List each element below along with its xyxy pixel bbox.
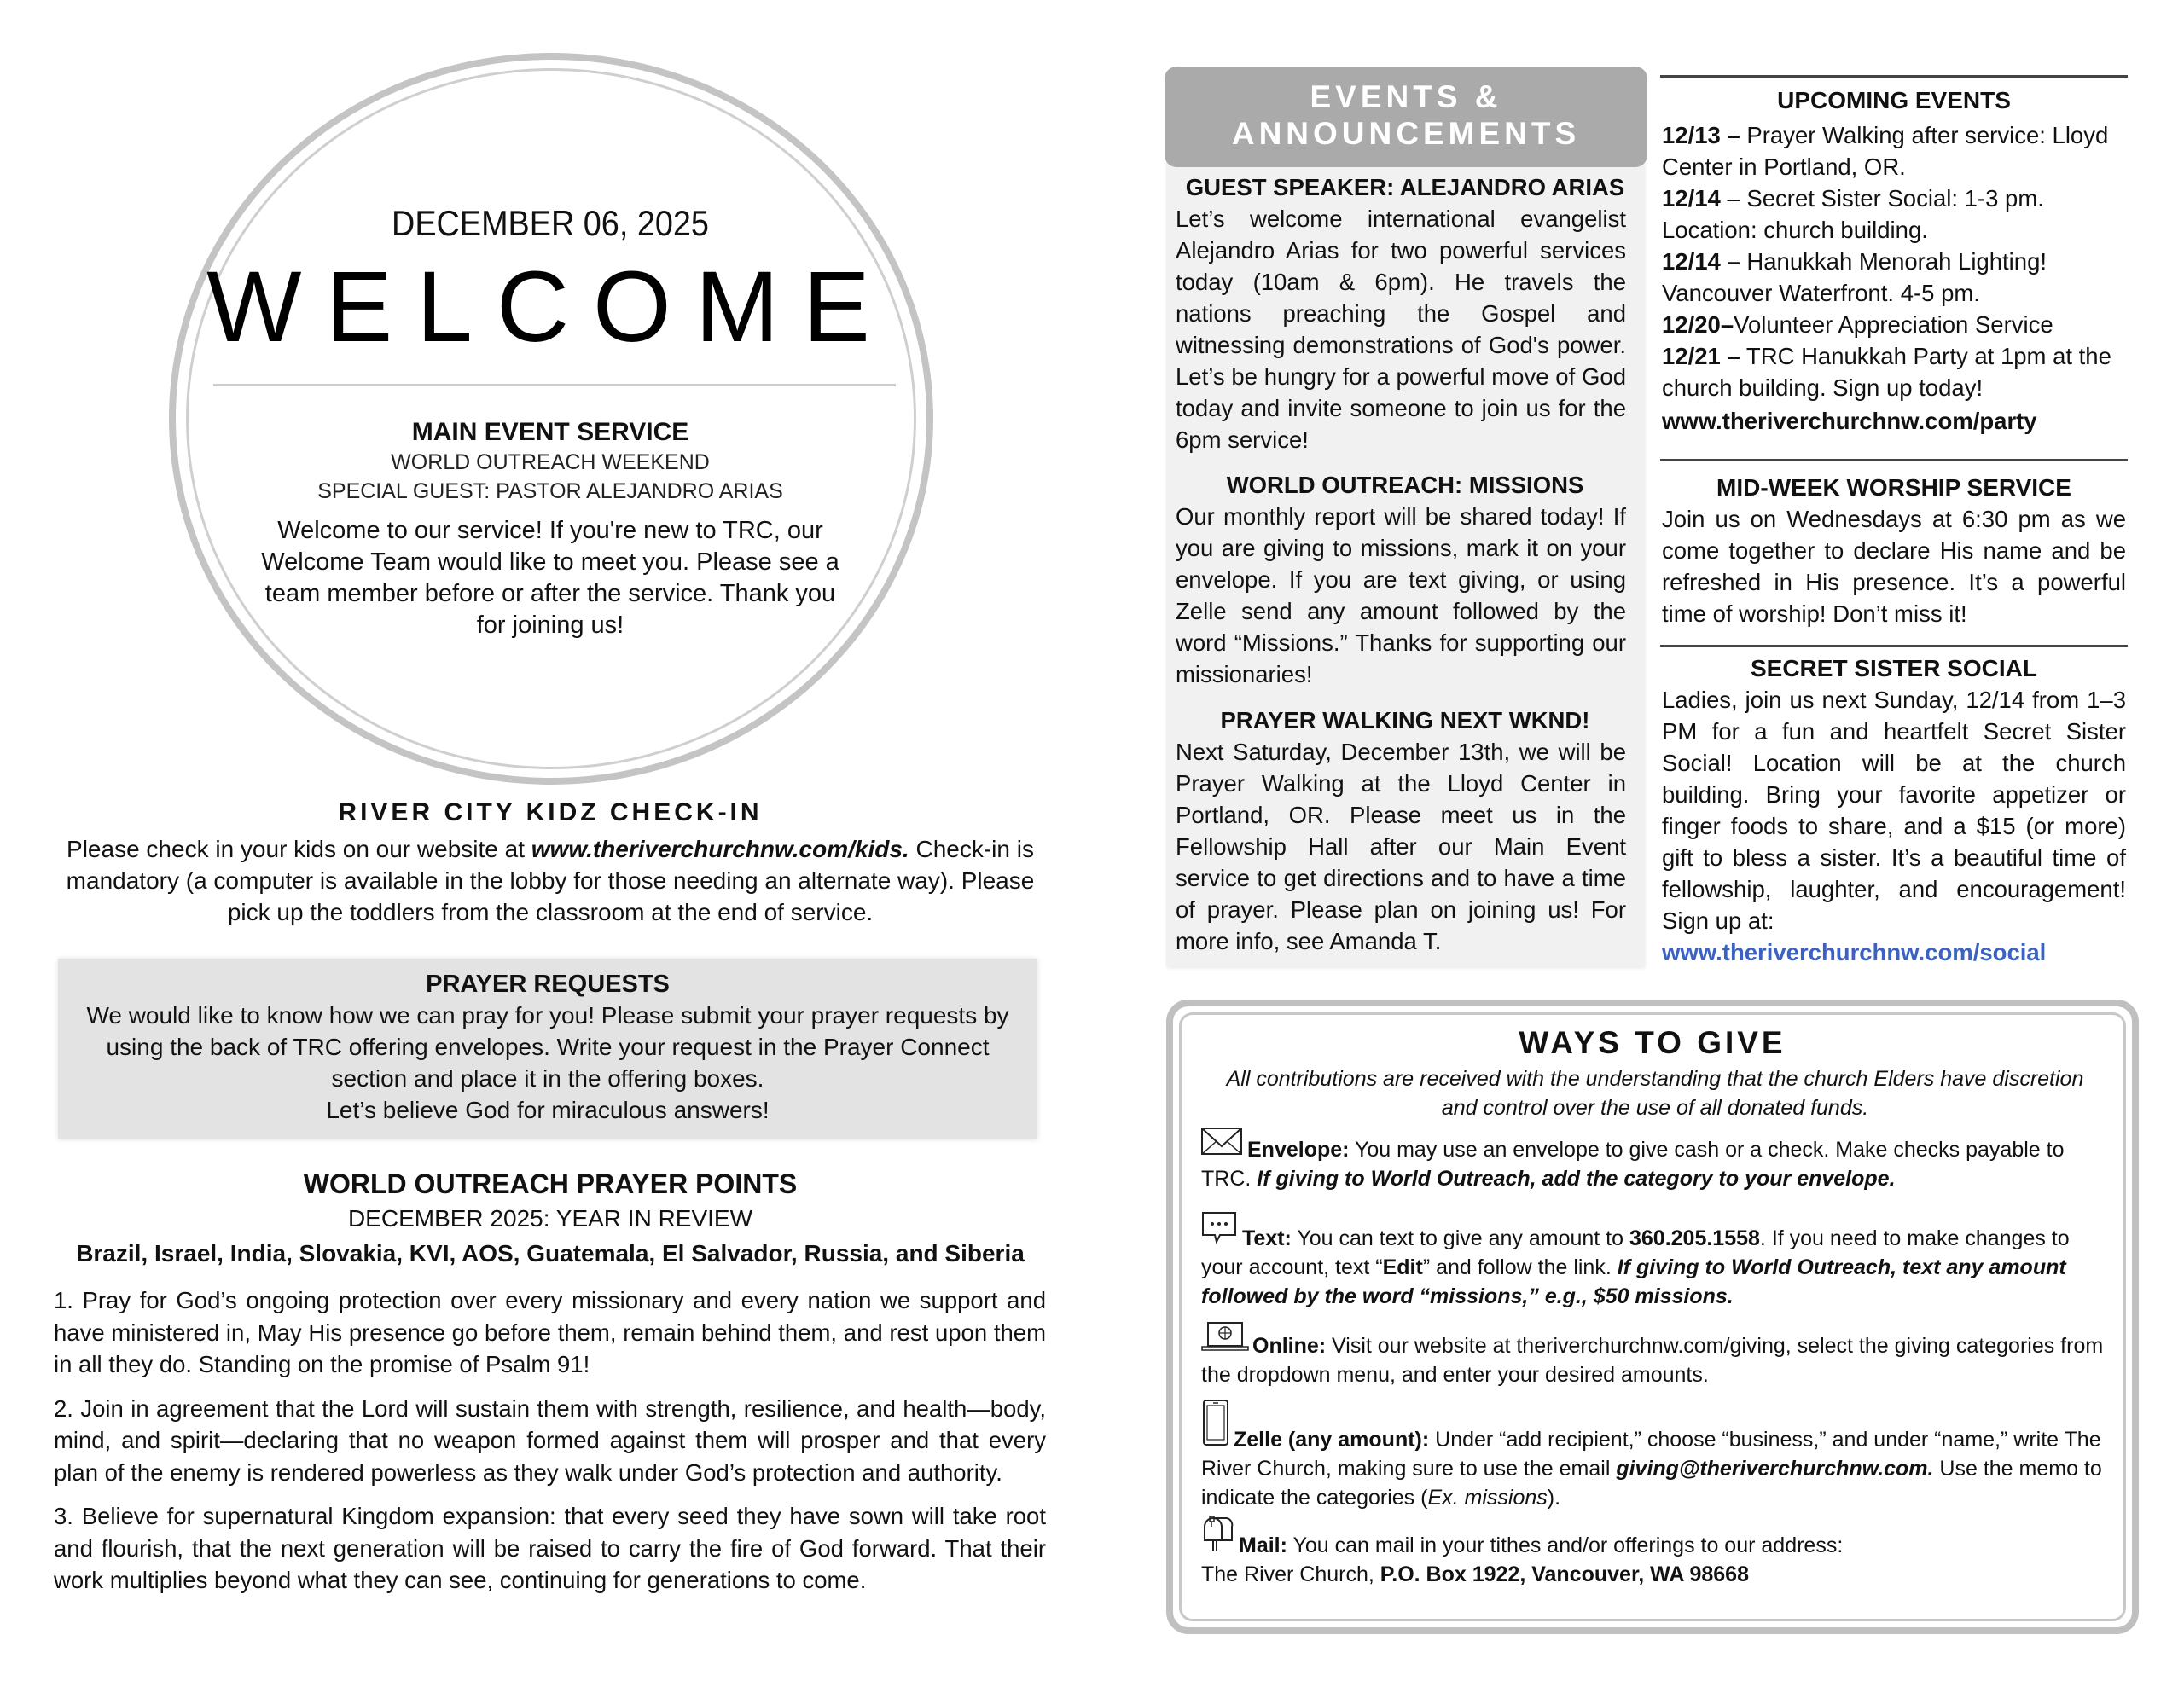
upcoming-event-text: Hanukkah Menorah Lighting! Vancouver Waterfront. 4-5 pm. <box>1662 248 2048 306</box>
kidz-checkin-text-after: Check-in is mandatory (a computer is available in the lobby for those needing an alternate way). Please pick up the toddlers from the classroom at the end of service. <box>66 836 1035 925</box>
event-title-guest-speaker: GUEST SPEAKER: ALEJANDRO ARIAS <box>1185 174 1625 200</box>
text-give-text: ” and follow the link. <box>1422 1255 1618 1279</box>
envelope-icon <box>1201 1128 1244 1164</box>
secret-sister-title: SECRET SISTER SOCIAL <box>1750 655 2038 681</box>
world-outreach-subtitle: DECEMBER 2025: YEAR IN REVIEW <box>347 1205 753 1232</box>
bulletin-date: DECEMBER 06, 2025 <box>392 203 709 243</box>
event-body-guest-speaker: Let’s welcome international evangelist Alejandro Arias for two powerful services today (10am & 6pm). He travels the nations preaching the Gospel and witnessing demonstrations of God's power. Let’s be hungry for a powerful move of God today and invite someone to join us for the 6pm service! <box>1176 206 1626 453</box>
zelle-text: Under “add recipient,” choose “business,” and under “name,” write The River Church, making sure to use the email <box>1201 1428 2101 1481</box>
prayer-requests-title: PRAYER REQUESTS <box>426 971 670 998</box>
mail-label: Mail: <box>1239 1533 1287 1557</box>
give-method-envelope <box>1201 1128 2109 1193</box>
laptop-globe-icon <box>1201 1322 1249 1360</box>
prayer-requests-body <box>75 1000 1020 1126</box>
prayer-point: 3. Believe for supernatural Kingdom expansion: that every seed they have sown will take root and flourish, that the next generation will be raised to carry the fire of God forward. That their work multiplies beyond what they can see, continuing for generations to come. <box>54 1503 1046 1593</box>
upcoming-event-item <box>1662 246 2126 309</box>
text-label: Text: <box>1242 1226 1292 1250</box>
upcoming-event-text: Prayer Walking after service: Lloyd Center in Portland, OR. <box>1662 122 2109 180</box>
upcoming-event-item <box>1662 340 2126 403</box>
upcoming-event-date: 12/14 – <box>1662 248 1740 275</box>
zelle-email[interactable]: giving@theriverchurchnw.com. <box>1616 1457 1934 1481</box>
text-give-text: . If you need to make changes to your account, text “ <box>1201 1226 2070 1279</box>
envelope-label: Envelope: <box>1247 1138 1350 1162</box>
upcoming-top-rule <box>1660 75 2128 78</box>
kidz-checkin-text-before: Please check in your kids on our website at <box>67 836 531 862</box>
zelle-text: Use the memo to indicate the categories ( <box>1201 1457 2102 1510</box>
upcoming-events-title: UPCOMING EVENTS <box>1777 87 2011 113</box>
give-method-text <box>1201 1211 2109 1311</box>
text-give-emphasis: If giving to World Outreach, text any amount followed by the word “missions,” e.g., $50 missions. <box>1201 1255 2066 1308</box>
midweek-top-rule <box>1660 459 2128 461</box>
upcoming-event-date: 12/20– <box>1662 311 1734 338</box>
mail-address-prefix: The River Church, <box>1201 1562 1380 1586</box>
upcoming-event-date: 12/14 <box>1662 185 1721 212</box>
mail-address: P.O. Box 1922, Vancouver, WA 98668 <box>1380 1562 1749 1586</box>
kidz-checkin-body <box>51 833 1049 928</box>
online-text: Visit our website at theriverchurchnw.com/giving, select the giving categories from the dropdown menu, and enter your desired amounts. <box>1201 1334 2104 1387</box>
party-signup-link[interactable]: www.theriverchurchnw.com/party <box>1662 408 2037 434</box>
upcoming-events-list <box>1662 119 2126 437</box>
world-outreach-title: WORLD OUTREACH PRAYER POINTS <box>303 1168 798 1199</box>
mailbox-icon <box>1201 1515 1235 1560</box>
zelle-label: Zelle (any amount): <box>1234 1428 1430 1452</box>
upcoming-event-text: – Secret Sister Social: 1-3 pm. Location: church building. <box>1662 185 2044 243</box>
give-method-mail <box>1201 1515 2109 1589</box>
prayer-requests-closing: Let’s believe God for miraculous answers! <box>326 1097 770 1123</box>
upcoming-event-text: TRC Hanukkah Party at 1pm at the church building. Sign up today! <box>1662 343 2111 401</box>
give-method-online <box>1201 1322 2109 1389</box>
welcome-divider <box>213 384 896 386</box>
online-label: Online: <box>1252 1334 1327 1358</box>
give-method-zelle <box>1201 1399 2109 1512</box>
upcoming-event-item <box>1662 309 2126 340</box>
chat-bubble-icon <box>1201 1211 1239 1253</box>
main-event-subtitle-guest: SPECIAL GUEST: PASTOR ALEJANDRO ARIAS <box>317 479 783 503</box>
upcoming-event-date: 12/13 – <box>1662 122 1740 148</box>
envelope-emphasis: If giving to World Outreach, add the category to your envelope. <box>1257 1167 1896 1191</box>
midweek-title: MID-WEEK WORSHIP SERVICE <box>1716 474 2071 501</box>
kidz-checkin-link[interactable]: www.theriverchurchnw.com/kids. <box>531 836 909 862</box>
ways-to-give-disclaimer: All contributions are received with the understanding that the church Elders have discretion and control over the use of all donated funds. <box>1226 1067 2084 1120</box>
main-event-subtitle-weekend: WORLD OUTREACH WEEKEND <box>391 450 710 474</box>
events-announcements-header: EVENTS & ANNOUNCEMENTS <box>1165 67 1647 167</box>
main-event-title: MAIN EVENT SERVICE <box>411 418 689 446</box>
upcoming-event-date: 12/21 – <box>1662 343 1740 369</box>
social-signup-link[interactable]: www.theriverchurchnw.com/social <box>1662 939 2047 965</box>
kidz-checkin-title: RIVER CITY KIDZ CHECK-IN <box>338 798 763 826</box>
prayer-requests-text: We would like to know how we can pray for you! Please submit your prayer requests by using the back of TRC offering envelopes. Write your request in the Prayer Connect section and place it in the offering boxes. <box>86 1002 1009 1092</box>
prayer-point: 1. Pray for God’s ongoing protection over every missionary and every nation we support and have ministered in, May His presence go before them, remain behind them, and rest upon them in all they do. Standing on the promise of Psalm 91! <box>54 1287 1046 1377</box>
secret-sister-text: Ladies, join us next Sunday, 12/14 from 1–3 PM for a fun and heartfelt Secret Sister Social! Location will be at the church building. Bring your favorite appetizer or finger foods to share, and a $15 (or more) gift to bless a sister. It’s a beautiful time of fellowship, laughter, and encouragement! Sign up at: <box>1662 687 2126 934</box>
text-give-keyword: Edit <box>1382 1255 1423 1279</box>
text-give-text: You can text to give any amount to <box>1291 1226 1629 1250</box>
midweek-body: Join us on Wednesdays at 6:30 pm as we come together to declare His name and be refreshed in His presence. It’s a powerful time of worship! Don’t miss it! <box>1662 506 2126 627</box>
event-body-prayer-walking: Next Saturday, December 13th, we will be Prayer Walking at the Lloyd Center in Portland, OR. Please meet us in the Fellowship Hall after our Main Event service to get directions and to have a time of prayer. Please plan on joining us! For more info, see Amanda T. <box>1176 739 1626 954</box>
phone-icon <box>1201 1399 1230 1454</box>
zelle-text: ). <box>1547 1486 1561 1510</box>
welcome-heading: WELCOME <box>206 251 894 363</box>
secret-sister-body <box>1662 684 2126 968</box>
world-outreach-points <box>54 1284 1046 1609</box>
secret-sister-top-rule <box>1660 645 2128 647</box>
welcome-message: Welcome to our service! If you're new to TRC, our Welcome Team would like to meet you. Please see a team member before or after the service. Thank you for joining us! <box>261 517 839 639</box>
upcoming-event-item <box>1662 119 2126 183</box>
envelope-text: You may use an envelope to give cash or a check. Make checks payable to TRC. <box>1201 1138 2065 1191</box>
event-body-missions: Our monthly report will be shared today! If you are giving to missions, mark it on your envelope. If you are text giving, or using Zelle send any amount followed by the word “Missions.” Thanks for supporting our missionaries! <box>1176 503 1626 687</box>
world-outreach-countries: Brazil, Israel, India, Slovakia, KVI, AOS, Guatemala, El Salvador, Russia, and Siberia <box>76 1240 1025 1267</box>
event-title-missions: WORLD OUTREACH: MISSIONS <box>1226 472 1584 498</box>
upcoming-event-item <box>1662 183 2126 246</box>
text-give-phone[interactable]: 360.205.1558 <box>1629 1226 1760 1250</box>
zelle-example: Ex. missions <box>1427 1486 1548 1510</box>
mail-text: You can mail in your tithes and/or offerings to our address: <box>1287 1533 1844 1557</box>
ways-to-give-title: WAYS TO GIVE <box>1519 1025 1786 1060</box>
event-title-prayer-walking: PRAYER WALKING NEXT WKND! <box>1220 707 1590 733</box>
prayer-point: 2. Join in agreement that the Lord will sustain them with strength, resilience, and health—body, mind, and spirit—declaring that no weapon formed against them will prosper and that every plan of the enemy is rendered powerless as they walk under God’s protection and authority. <box>54 1394 1046 1486</box>
upcoming-event-text: Volunteer Appreciation Service <box>1734 311 2053 338</box>
